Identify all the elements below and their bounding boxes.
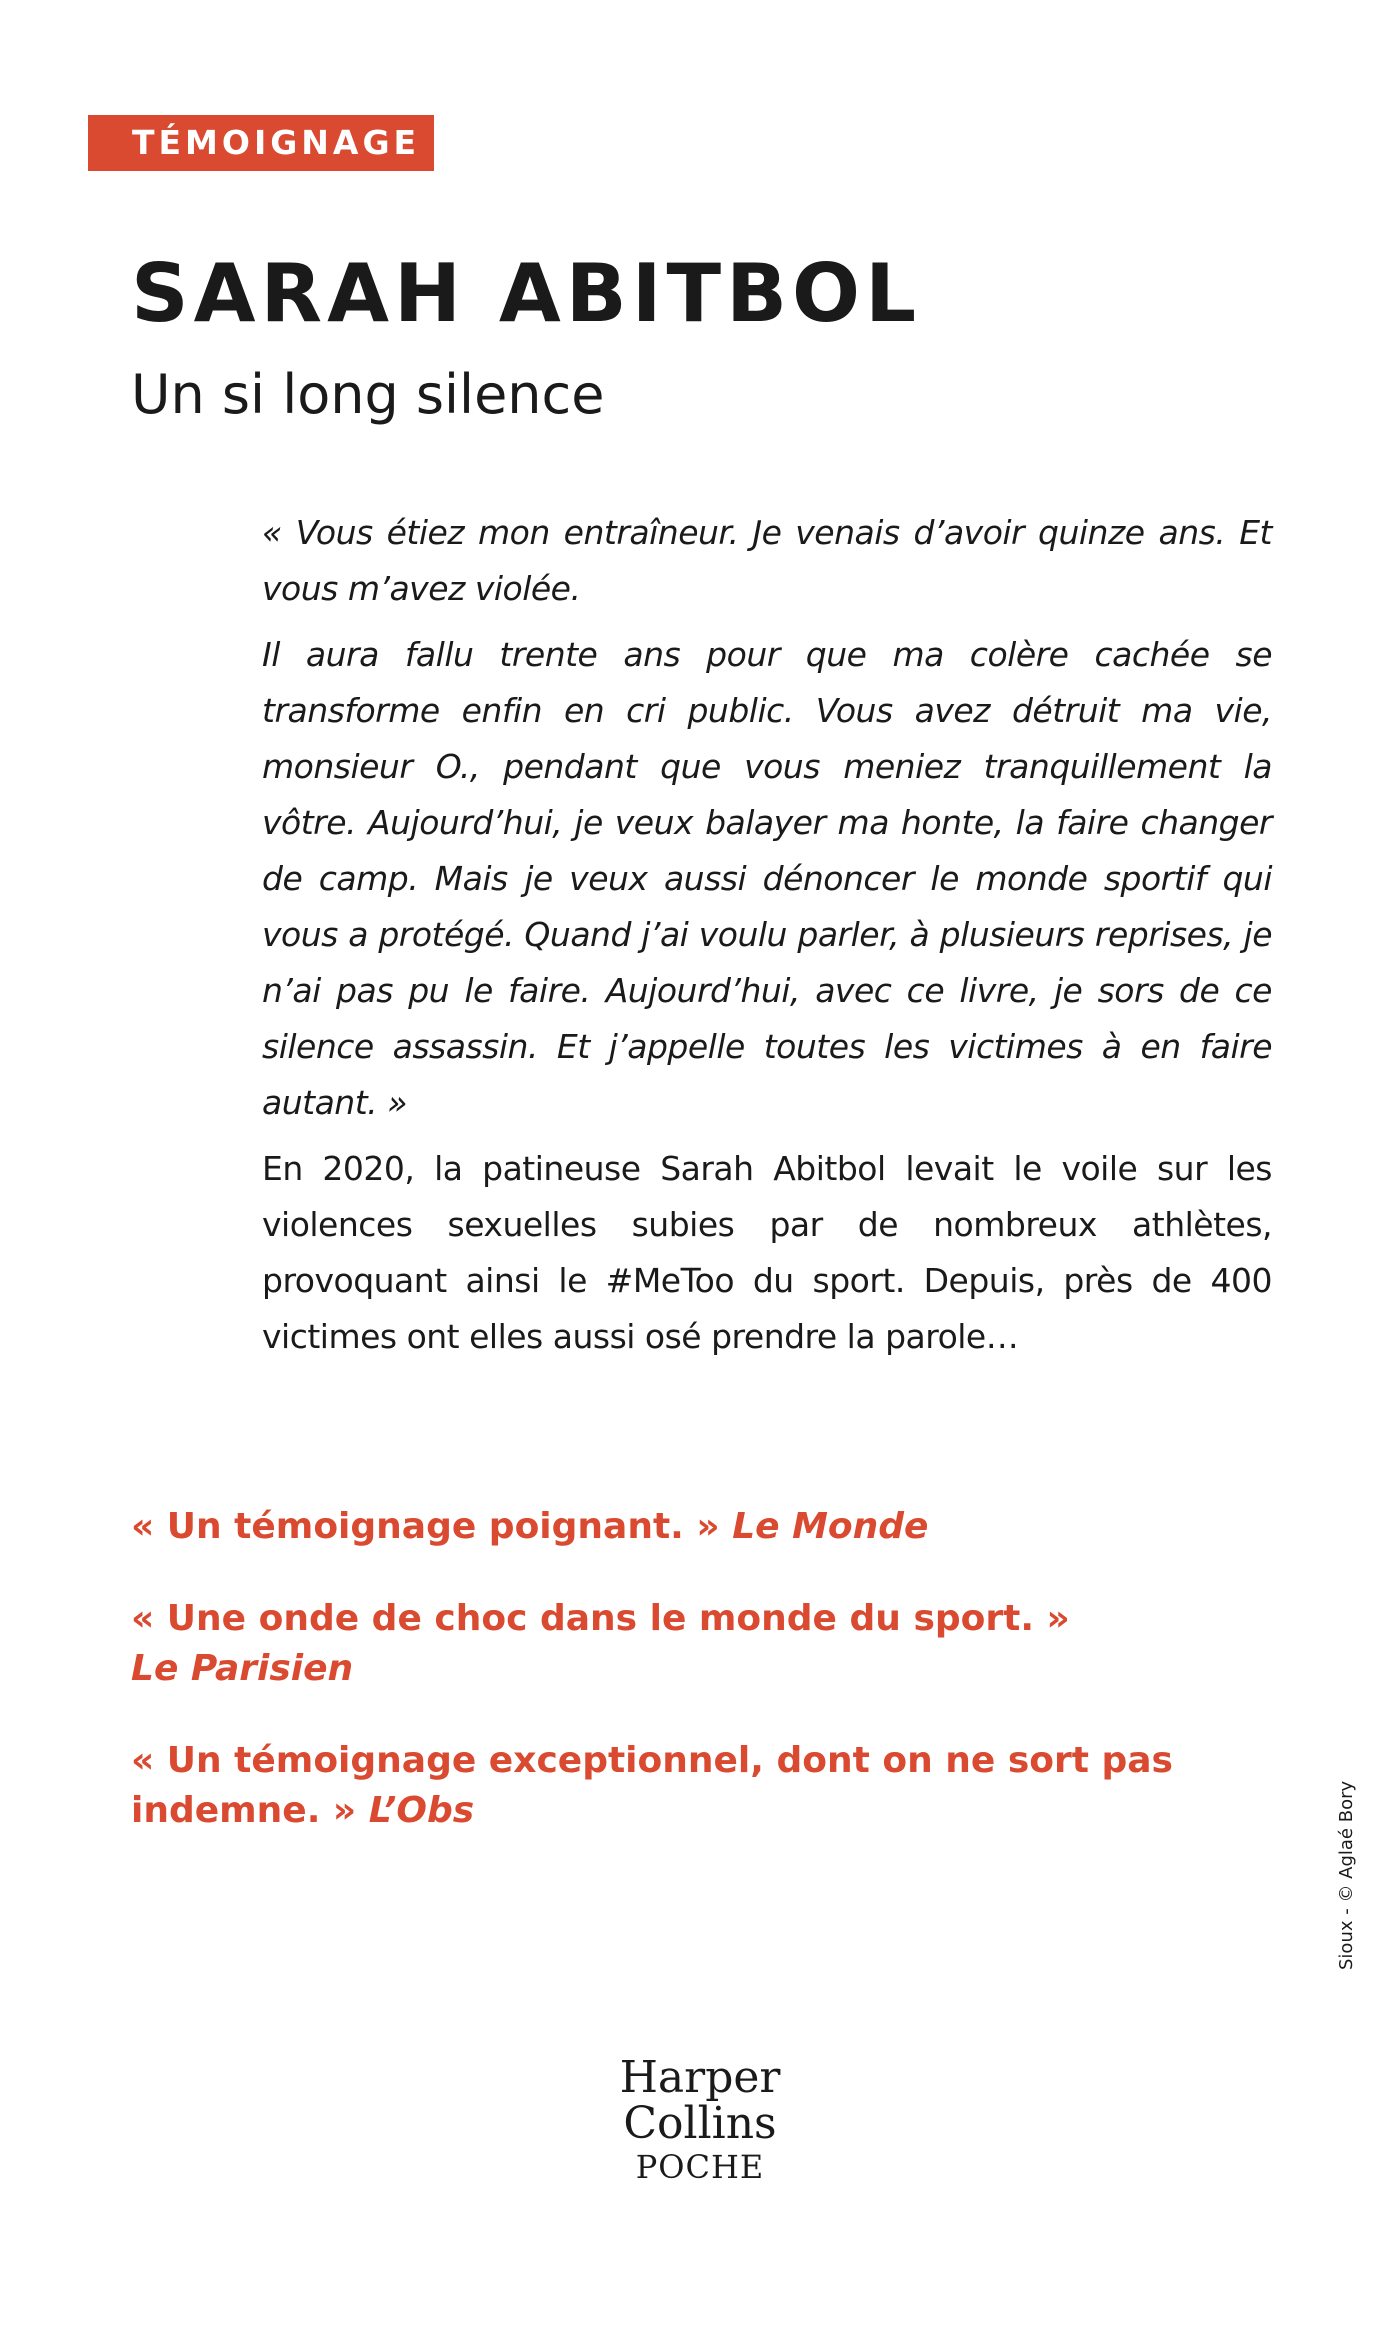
review-source: Le Parisien [131, 1648, 354, 1689]
author-name: SARAH ABITBOL [131, 247, 922, 340]
blurb-summary: En 2020, la patineuse Sarah Abitbol levait le voile sur les violences sexuelles subies par de nombreux athlètes, provoquant ainsi le #MeToo du sport. Depuis, près de 400 victimes ont elles aussi osé prendre la parole… [262, 1149, 1272, 1356]
press-review [131, 1594, 1291, 1694]
review-quote: « Un témoignage exceptionnel, dont on ne sort pas indemne. » [131, 1740, 1173, 1831]
review-quote: « Une onde de choc dans le monde du sport. » [131, 1598, 1070, 1639]
publisher-logo-line-2: Collins [623, 2098, 777, 2149]
press-review [131, 1736, 1291, 1836]
press-review [131, 1502, 1291, 1552]
review-source: Le Monde [732, 1506, 929, 1547]
publisher-logo [585, 2052, 815, 2187]
review-quote: « Un témoignage poignant. » [131, 1506, 720, 1547]
review-source: L’Obs [368, 1790, 475, 1831]
blurb-quote-paragraph-1: « Vous étiez mon entraîneur. Je venais d’avoir quinze ans. Et vous m’avez violée. [262, 513, 1272, 608]
publisher-logo-line-1: Harper [619, 2052, 781, 2103]
blurb-quote-paragraph-2: Il aura fallu trente ans pour que ma colère cachée se transforme enfin en cri public. Vous avez détruit ma vie, monsieur O., pendant que vous meniez tranquillement la vôtre. Aujourd’hui, je veux balayer ma honte, la faire changer de camp. Mais je veux aussi dénoncer le monde sportif qui vous a protégé. Quand j’ai voulu parler, à plusieurs reprises, je n’ai pas pu le faire. Aujourd’hui, avec ce livre, je sors de ce silence assassin. Et j’appelle toutes les victimes à en faire autant. » [262, 635, 1272, 1122]
photo-credit-text: Sioux - © Aglaé Bory [1336, 1780, 1357, 1970]
photo-credit [1334, 1700, 1364, 1970]
back-cover-blurb [262, 505, 1272, 1375]
book-title: Un si long silence [131, 363, 605, 426]
publisher-logo-line-3: POCHE [635, 2148, 765, 2186]
category-badge: TÉMOIGNAGE [88, 115, 434, 171]
press-reviews [131, 1502, 1291, 1878]
